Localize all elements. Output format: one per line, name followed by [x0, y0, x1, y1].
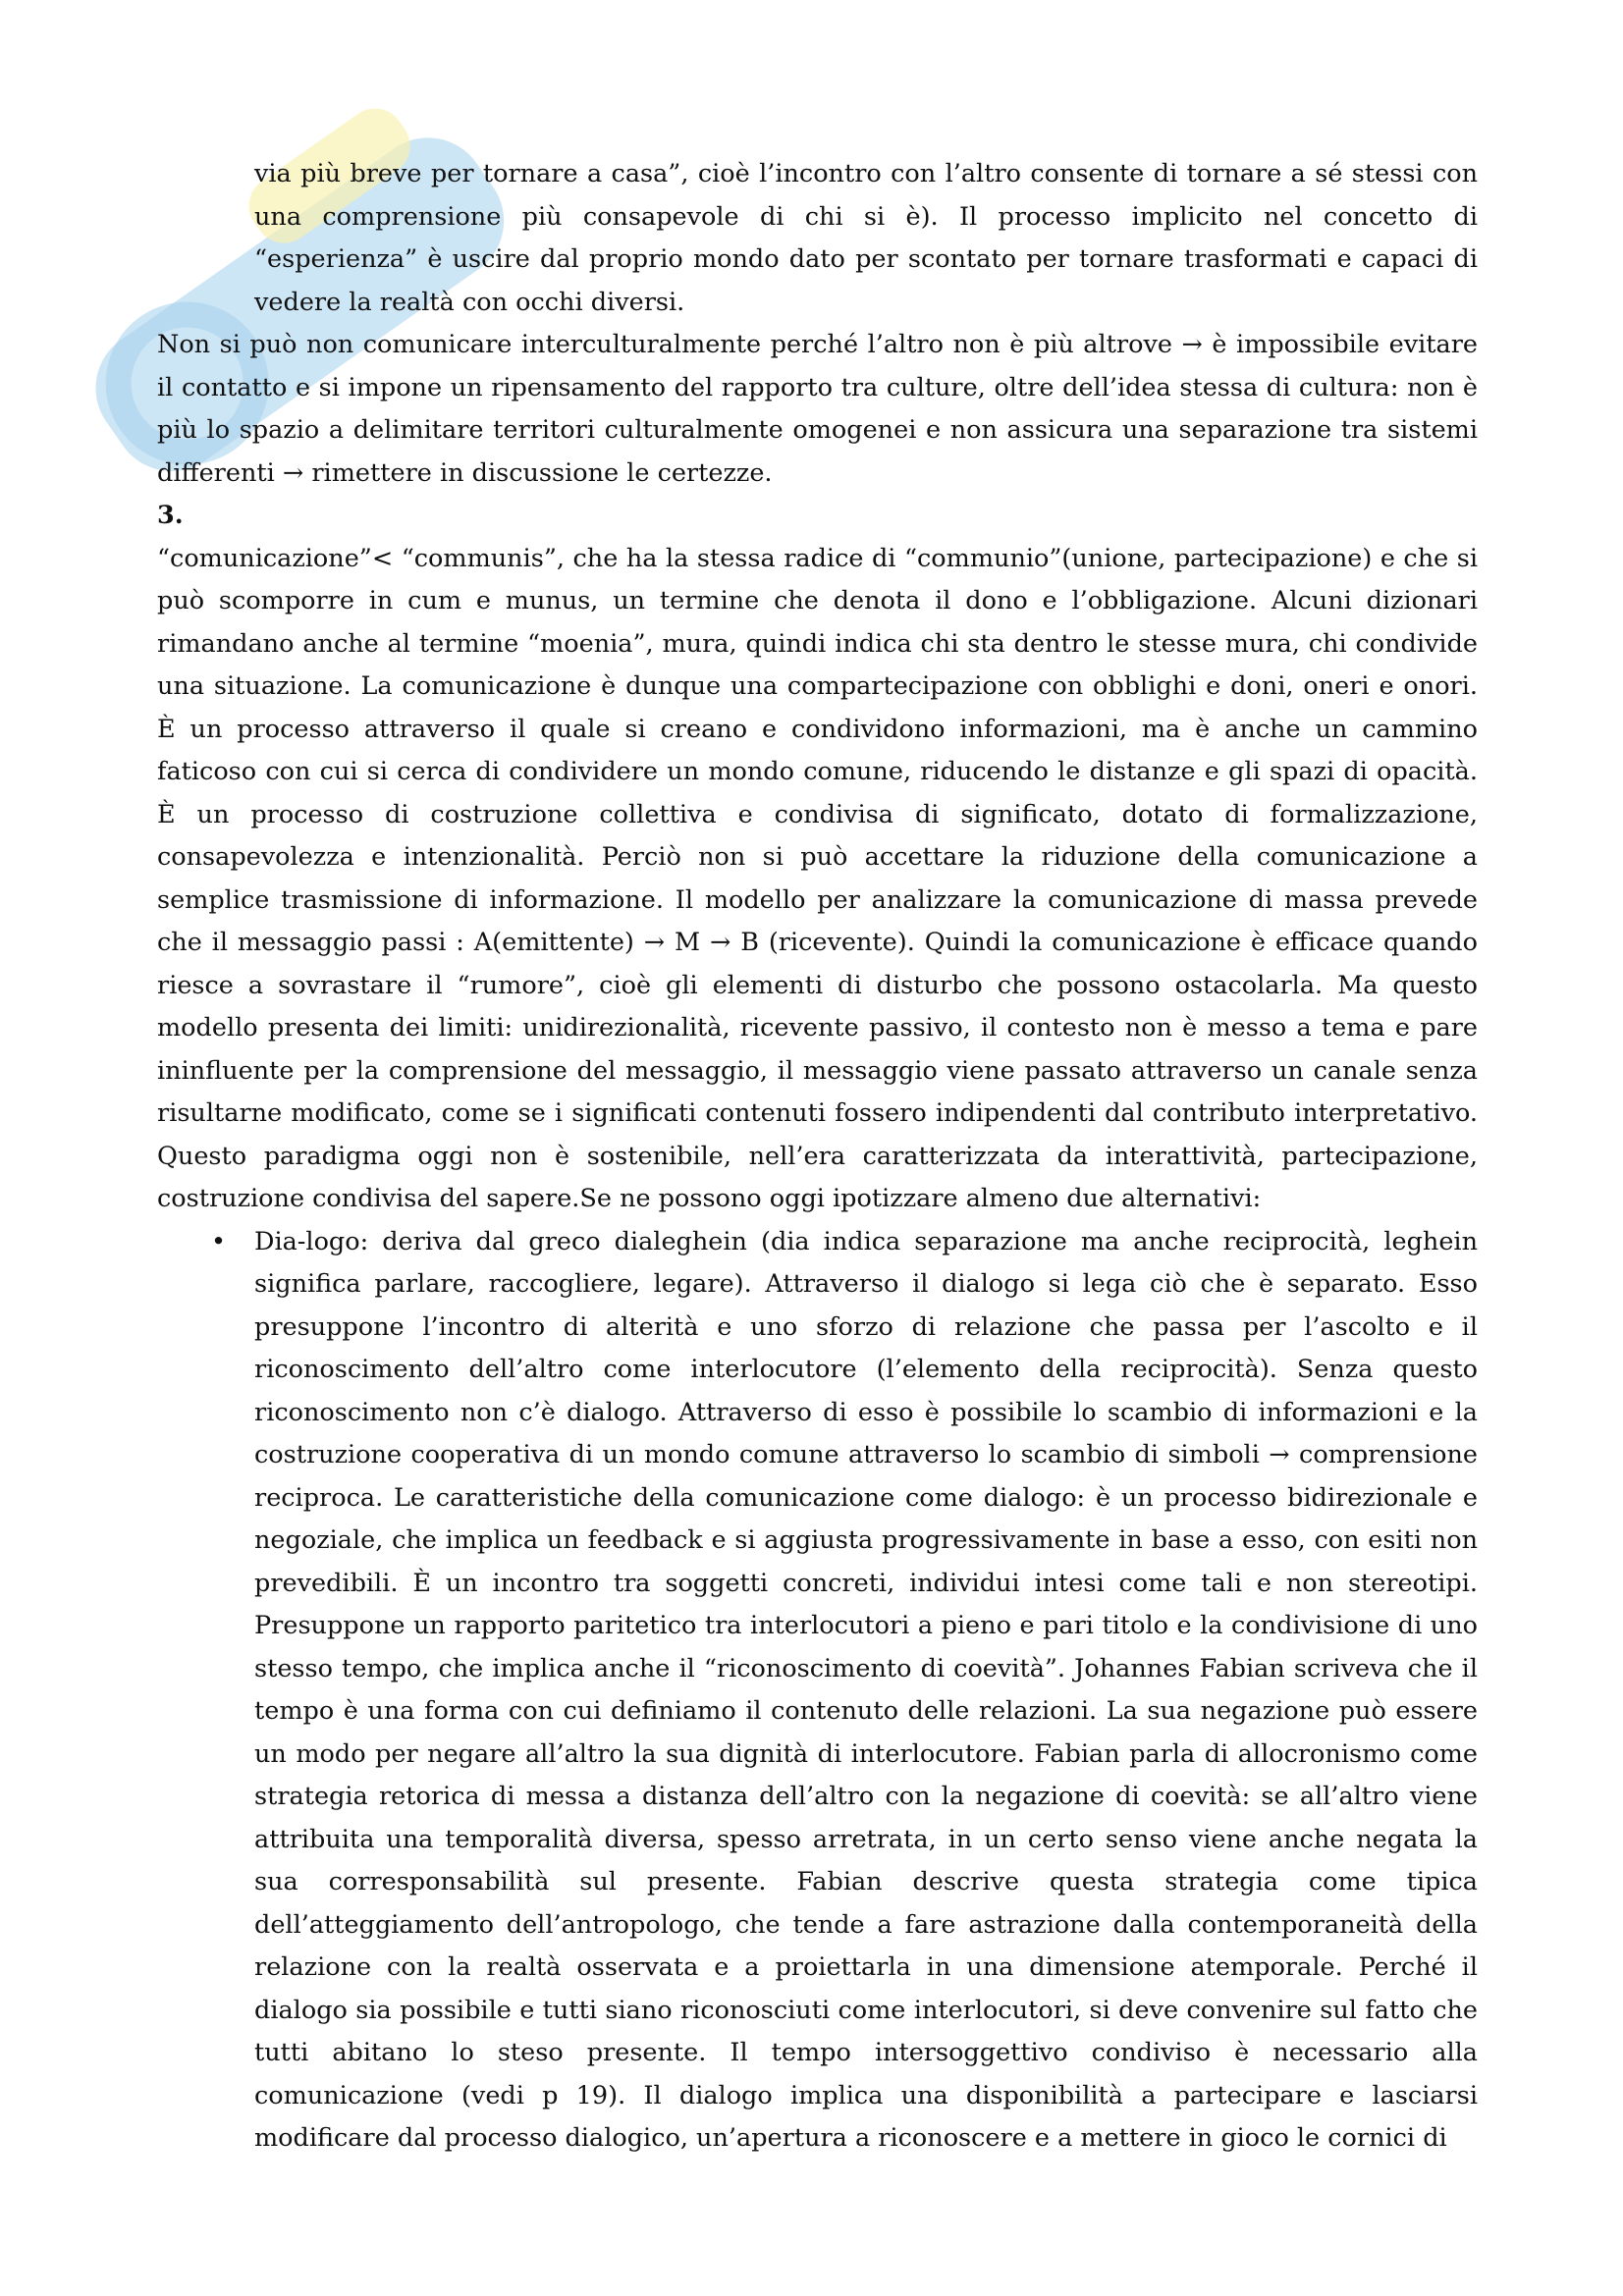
bullet-list	[157, 1221, 1478, 2161]
paragraph-comunicazione: “comunicazione”< “communis”, che ha la stessa radice di “communio”(unione, partecipazione) e che si può scomporre in cum e munus, un termine che denota il dono e l’obbligazione. Alcuni dizionari rimandano anche al termine “moenia”, mura, quindi indica chi sta dentro le stesse mura, chi condivide una situazione. La comunicazione è dunque una compartecipazione con obblighi e doni, oneri e onori. È un processo attraverso il quale si creano e condividono informazioni, ma è anche un cammino faticoso con cui si cerca di condividere un mondo comune, riducendo le distanze e gli spazi di opacità. È un processo di costruzione collettiva e condivisa di significato, dotato di formalizzazione, consapevolezza e intenzionalità. Perciò non si può accettare la riduzione della comunicazione a semplice trasmissione di informazione. Il modello per analizzare la comunicazione di massa prevede che il messaggio passi : A(emittente) → M → B (ricevente). Quindi la comunicazione è efficace quando riesce a sovrastare il “rumore”, cioè gli elementi di disturbo che possono ostacolarla. Ma questo modello presenta dei limiti: unidirezionalità, ricevente passivo, il contesto non è messo a tema e pare ininfluente per la comprensione del messaggio, il messaggio viene passato attraverso un canale senza risultarne modificato, come se i significati contenuti fossero indipendenti dal contributo interpretativo. Questo paradigma oggi non è sostenibile, nell’era caratterizzata da interattività, partecipazione, costruzione condivisa del sapere.Se ne possono oggi ipotizzare almeno due alternativi:	[157, 543, 1478, 1213]
paragraph-continuation: via più breve per tornare a casa”, cioè l’incontro con l’altro consente di tornare a sé stessi con una comprensione più consapevole di chi si è). Il processo implicito nel concetto di “esperienza” è uscire dal proprio mondo dato per scontato per tornare trasformati e capaci di vedere la realtà con occhi diversi.	[254, 159, 1478, 317]
document-page	[157, 153, 1478, 2161]
bullet-text-dialogo: Dia-logo: deriva dal greco dialeghein (dia indica separazione ma anche reciprocità, leghein significa parlare, raccogliere, legare). Attraverso il dialogo si lega ciò che è separato. Esso presuppone l’incontro di alterità e uno sforzo di relazione che passa per l’ascolto e il riconoscimento dell’altro come interlocutore (l’elemento della reciprocità). Senza questo riconoscimento non c’è dialogo. Attraverso di esso è possibile lo scambio di informazioni e la costruzione cooperativa di un mondo comune attraverso lo scambio di simboli → comprensione reciproca. Le caratteristiche della comunicazione come dialogo: è un processo bidirezionale e negoziale, che implica un feedback e si aggiusta progressivamente in base a esso, con esiti non prevedibili. È un incontro tra soggetti concreti, individui intesi come tali e non stereotipi. Presuppone un rapporto paritetico tra interlocutori a pieno e pari titolo e la condivisione di uno stesso tempo, che implica anche il “riconoscimento di coevità”. Johannes Fabian scriveva che il tempo è una forma con cui definiamo il contenuto delle relazioni. La sua negazione può essere un modo per negare all’altro la sua dignità di interlocutore. Fabian parla di allocronismo come strategia retorica di messa a distanza dell’altro con la negazione di coevità: se all’altro viene attribuita una temporalità diversa, spesso arretrata, in un certo senso viene anche negata la sua corresponsabilità sul presente. Fabian descrive questa strategia come tipica dell’atteggiamento dell’antropologo, che tende a fare astrazione dalla contemporaneità della relazione con la realtà osservata e a proiettarla in una dimensione atemporale. Perché il dialogo sia possibile e tutti siano riconosciuti come interlocutori, si deve convenire sul fatto che tutti abitano lo steso presente. Il tempo intersoggettivo condiviso è necessario alla comunicazione (vedi p 19). Il dialogo implica una disponibilità a partecipare e lasciarsi modificare dal processo dialogico, un’apertura a riconoscere e a mettere in gioco le cornici di	[254, 1226, 1478, 2153]
section-number: 3.	[157, 501, 184, 530]
bullet-item-dialogo	[157, 1221, 1478, 2161]
paragraph-intercultural: Non si può non comunicare interculturalmente perché l’altro non è più altrove → è impossibile evitare il contatto e si impone un ripensamento del rapporto tra culture, oltre dell’idea stessa di cultura: non è più lo spazio a delimitare territori culturalmente omogenei e non assicura una separazione tra sistemi differenti → rimettere in discussione le certezze.	[157, 330, 1478, 488]
bullet-icon: •	[211, 1226, 227, 1256]
